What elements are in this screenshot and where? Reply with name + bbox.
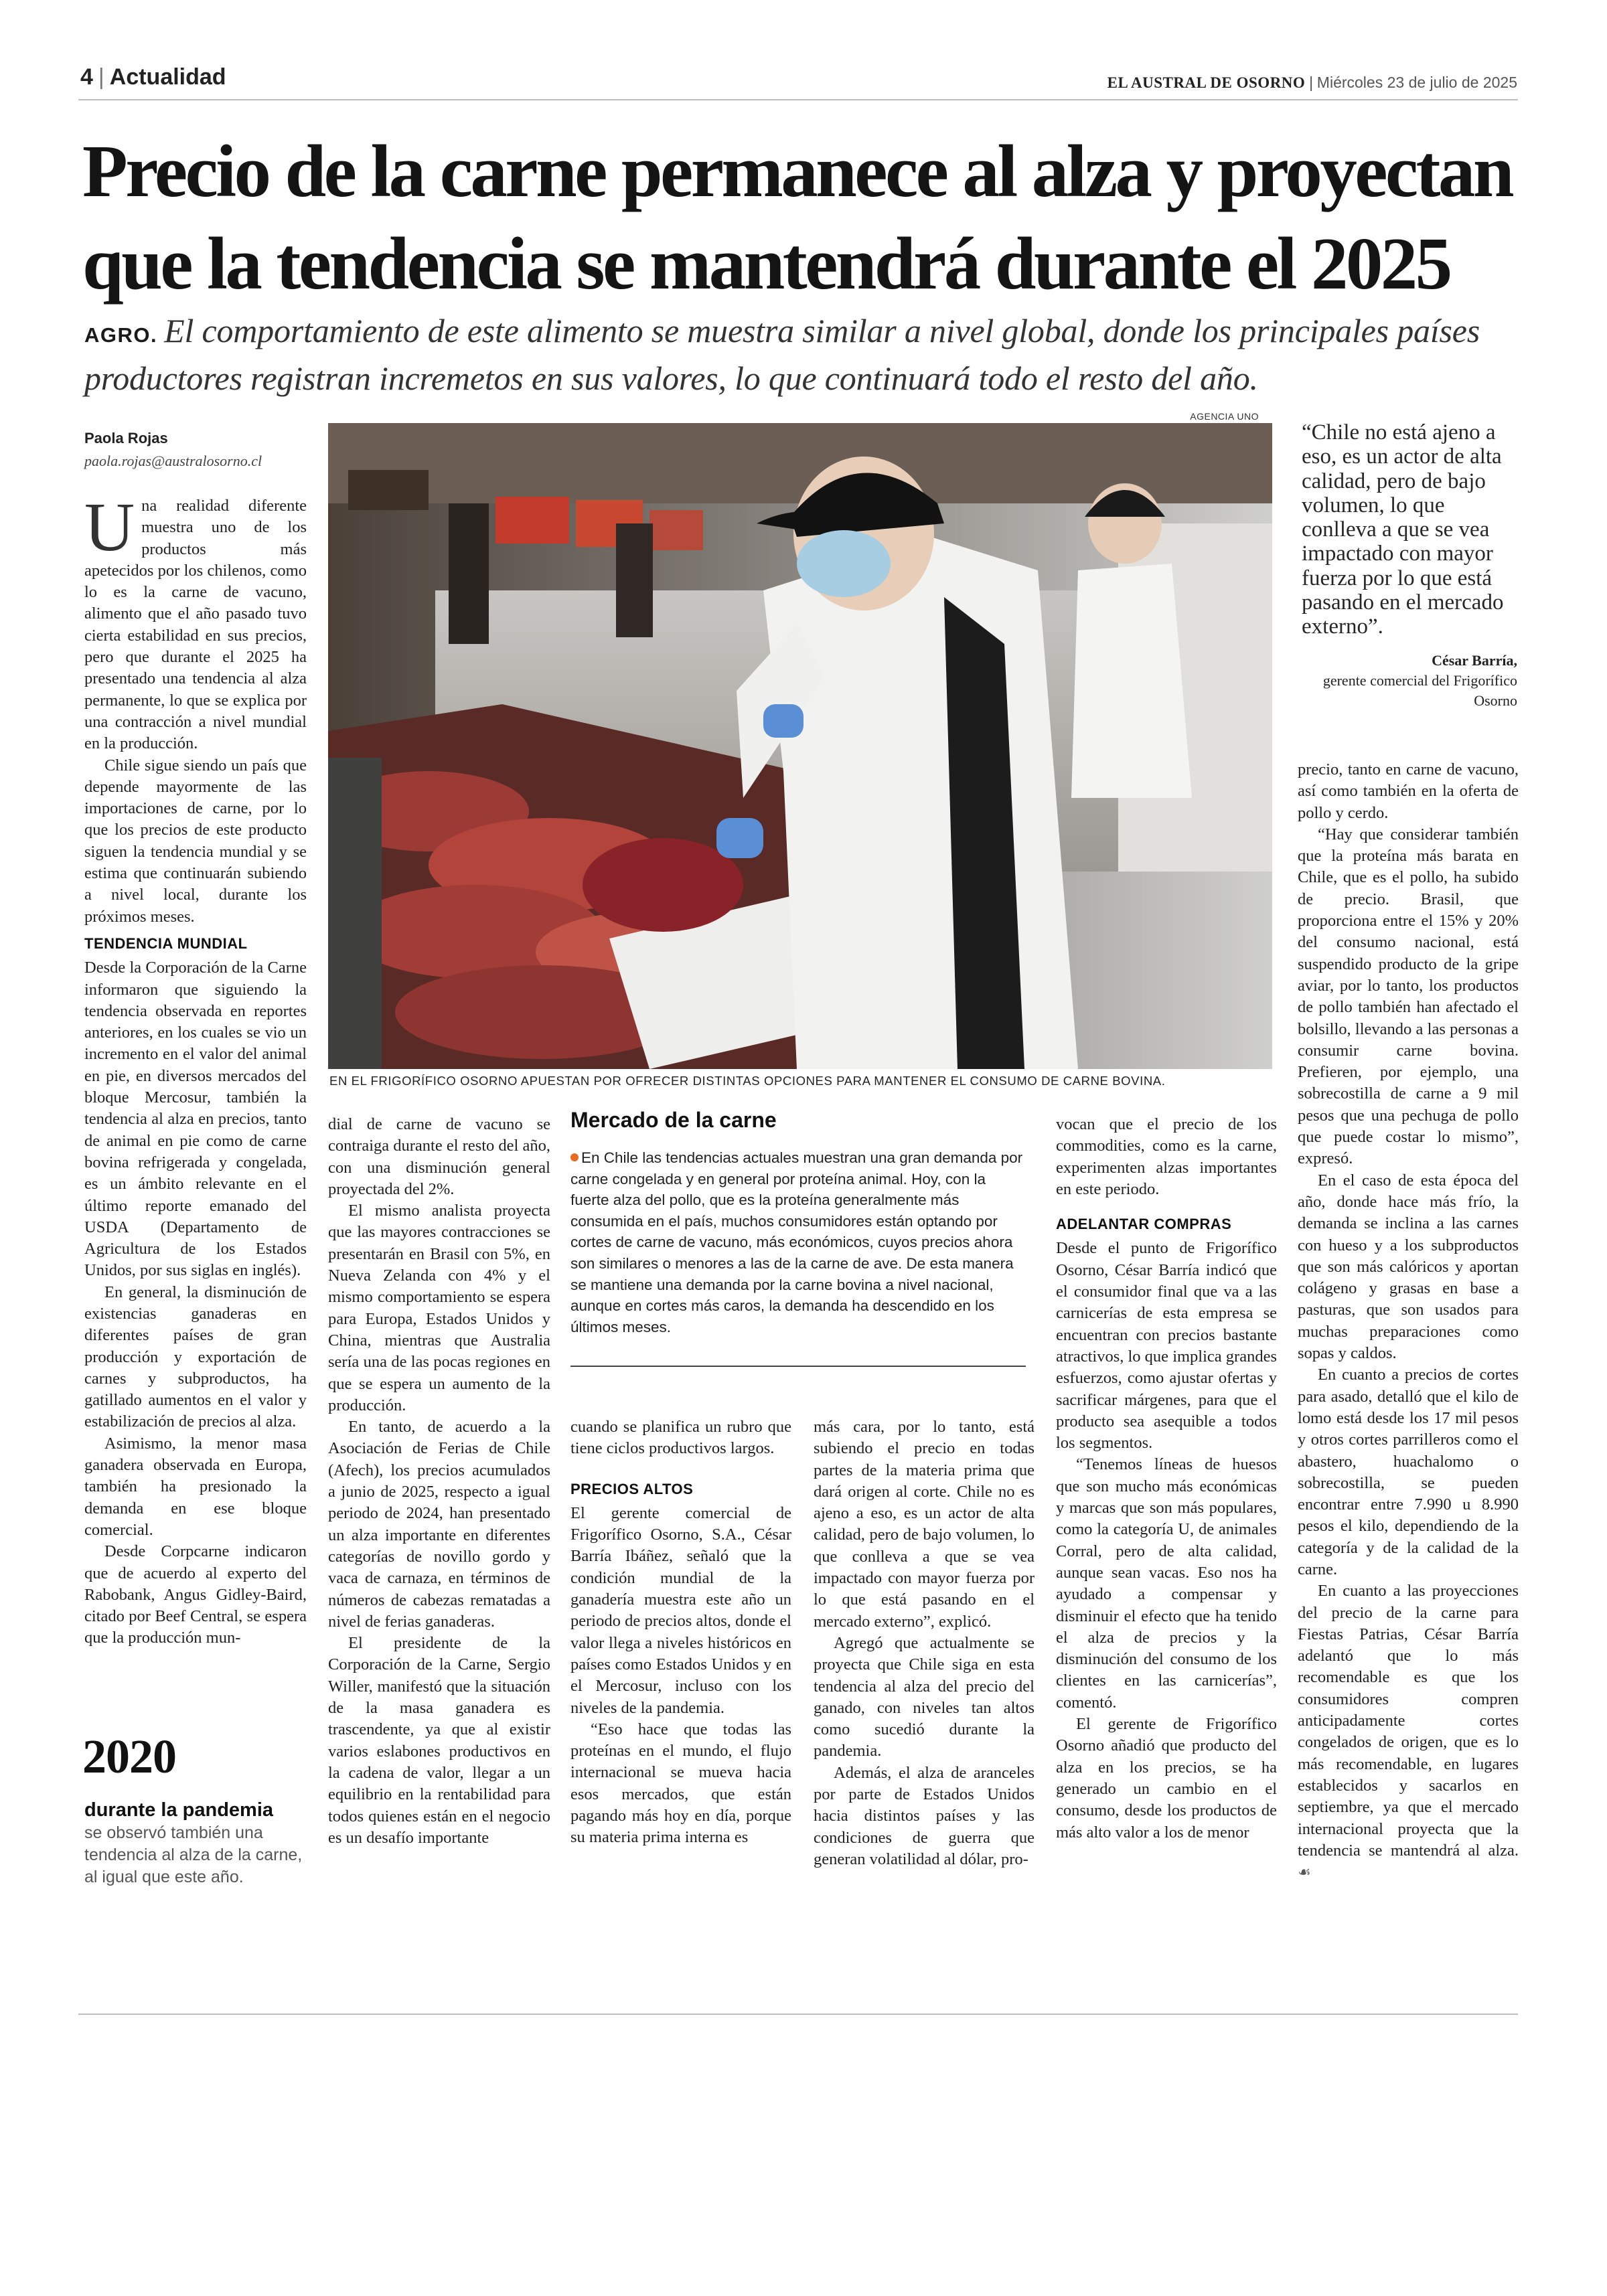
paragraph: En general, la disminución de existencias ganaderas en diferentes países de gran producción y exportación de carnes y subproductos, ha gatillado aumentos en el valor y estabilización de precios al alza. xyxy=(84,1283,307,1431)
paragraph: dial de carne de vacuno se contraiga durante el resto del año, con una disminución general proyectada del 2%. xyxy=(328,1115,550,1198)
paragraph: Chile sigue siendo un país que depende mayormente de las importaciones de carne, por lo que los precios de este producto siguen la tendencia mundial y se estima que continuarán subiendo a nivel local, durante los próximos meses. xyxy=(84,756,307,926)
subheading: TENDENCIA MUNDIAL xyxy=(84,934,248,952)
paragraph: El presidente de la Corporación de la Carne, Sergio Willer, manifestó que la situación de la masa ganadera es trascendente, ya que al existir varios eslabones productivos en la cadena de valor, llegar a un equilibrio en la rentabilidad para todos quienes están en el negocio es un desafío importante xyxy=(328,1634,550,1847)
sidebar-box xyxy=(570,1108,1026,1337)
paragraph: Asimismo, la menor masa ganadera observada en Europa, también ha presionado la demanda en ese bloque comercial. xyxy=(84,1434,307,1539)
paragraph: “Tenemos líneas de huesos que son mucho más económicas y marcas que son más populares, como la categoría U, de animales Corral, pero de alta calidad, aunque sean vacas. Eso nos ha ayudado a compensar y disminuir el efecto que ha tenido el alza de precios y la disminución del consumo de los clientes en las carnicerías”, comentó. xyxy=(1056,1455,1277,1712)
paragraph: En cuanto a las proyecciones del precio de la carne para Fiestas Patrias, César Barría adelantó que lo más recomendable es que los consumidores compren anticipadamente cortes congelados de origen, que es lo más recomendable, en lugares establecidos y sacarlos en septiembre, ya que el mercado internacional proyecta que la tendencia se mantendrá al alza. ☙ xyxy=(1298,1582,1519,1882)
publication-line: EL AUSTRAL DE OSORNO | Miércoles 23 de julio de 2025 xyxy=(1107,74,1517,91)
column-2 xyxy=(328,1114,550,1849)
author-name: Paola Rojas xyxy=(84,430,168,446)
photo-caption: EN EL FRIGORÍFICO OSORNO APUESTAN POR OFRECER DISTINTAS OPCIONES PARA MANTENER EL CONSUMO DE CARNE BOVINA. xyxy=(329,1074,1166,1088)
paragraph: Desde Corpcarne indicaron que de acuerdo al experto del Rabobank, Angus Gidley-Baird, citado por Beef Central, se espera que la producción mun- xyxy=(84,1542,307,1647)
paragraph: “Eso hace que todas las proteínas en el mundo, el flujo internacional se mueva hacia esos mercados, que están pagando más hoy en día, porque su materia prima interna es xyxy=(570,1720,791,1847)
publication-date: Miércoles 23 de julio de 2025 xyxy=(1316,74,1517,91)
butcher-photo-illustration xyxy=(328,423,1272,1069)
column-4 xyxy=(814,1416,1035,1870)
fact-label: durante la pandemia xyxy=(84,1799,274,1821)
section-header: 4 | Actualidad xyxy=(80,64,226,90)
paragraph: Además, el alza de aranceles por parte de Estados Unidos hacia distintos países y las condiciones de guerra que generan volatilidad al dólar, pro- xyxy=(814,1763,1035,1868)
column-6 xyxy=(1298,759,1519,1884)
paragraph: más cara, por lo tanto, está subiendo el precio en todas partes de la materia prima que dará origen al corte. Chile no es ajeno a eso, es un actor de alta calidad, pero de bajo volumen, lo que conlleva a que se vea impactado con mayor fuerza por lo que está pasando en el mercado externo”, explicó. xyxy=(814,1418,1035,1631)
paragraph: El gerente de Frigorífico Osorno añadió que producto del alza en los precios, se ha generado un cambio en el consumo, desde los productos de más alto valor a los de menor xyxy=(1056,1715,1277,1841)
subheading: PRECIOS ALTOS xyxy=(570,1480,694,1497)
paragraph: En cuanto a precios de cortes para asado, detalló que el kilo de lomo está desde los 17 mil pesos y otros cortes parrilleros como el abastero, huachalomo o sobrecostilla, se pueden encontrar entre 7.990 u 8.990 pesos el kilo, dependiendo de la categoría y de la calidad de la carne. xyxy=(1298,1366,1519,1578)
deck xyxy=(84,309,1524,400)
quote-author-role: gerente comercial del Frigorífico Osorno xyxy=(1322,672,1517,709)
paragraph: Agregó que actualmente se proyecta que Chile siga en esta tendencia al alza del precio del ganado, con niveles tan altos como sucedió durante la pandemia. xyxy=(814,1633,1035,1760)
photo-credit: AGENCIA UNO xyxy=(1190,411,1259,422)
end-of-article-icon: ☙ xyxy=(1298,1864,1311,1882)
header-rule xyxy=(78,99,1518,100)
pull-quote-attribution xyxy=(1302,651,1517,711)
headline-line-2: que la tendencia se mantendrá durante el 2025 xyxy=(82,223,1450,305)
box-text: En Chile las tendencias actuales muestran una gran demanda por carne congelada y en general por proteína animal. Hoy, con la fuerte alza del pollo, que es la proteína generalmente más consumida en el país, muchos consumidores están optando por cortes de carne de vacuno, más económicos, cuyos precios ahora son similares o menores a las de la carne de ave. De esta manera se mantiene una demanda por la carne bovina a nivel nacional, aunque en cortes más caros, la demanda ha descendido en los últimos meses. xyxy=(570,1149,1023,1335)
paragraph: precio, tanto en carne de vacuno, así como también en la oferta de pollo y cerdo. xyxy=(1298,760,1519,822)
publication-name: EL AUSTRAL DE OSORNO xyxy=(1107,74,1306,91)
headline xyxy=(82,126,1529,311)
quote-author: César Barría, xyxy=(1432,652,1517,669)
paragraph: Una realidad diferente muestra uno de los productos más apetecidos por los chilenos, como lo es la carne de vacuno, alimento que el año pasado tuvo cierta estabilidad en sus precios, pero que durante el 2025 ha presentado una tendencia al alza permanente, lo que se explica por una contracción a nivel mundial en la producción. xyxy=(84,489,307,753)
paragraph: En el caso de esta época del año, donde hace más frío, la demanda se inclina a las carnes con hueso y a los subproductos que son más calóricos y aportan colágeno y grasas en base a pasturas, que son usados para muchas preparaciones como sopas y caldos. xyxy=(1298,1171,1519,1363)
author-email: paola.rojas@australosorno.cl xyxy=(84,453,262,469)
fact-number: 2020 xyxy=(82,1730,176,1783)
box-rule xyxy=(570,1366,1026,1367)
paragraph: El gerente comercial de Frigorífico Osorno, S.A., César Barría Ibáñez, señaló que la condición mundial de la ganadería muestra este año un periodo de precios altos, donde el valor llega a niveles históricos en países como Estados Unidos y en el Mercosur, incluso con los niveles de la pandemia. xyxy=(570,1503,791,1717)
page-number: 4 xyxy=(80,64,93,90)
subheading: ADELANTAR COMPRAS xyxy=(1056,1216,1232,1233)
column-1 xyxy=(84,489,307,1649)
column-5 xyxy=(1056,1114,1277,1843)
paragraph: cuando se planifica un rubro que tiene ciclos productivos largos. xyxy=(570,1418,791,1458)
column-3 xyxy=(570,1416,791,1849)
paragraph: El mismo analista proyecta que las mayores contracciones se presentarán en Brasil con 5%, en Nueva Zelanda con 4% y el mismo comportamiento se espera para Europa, Estados Unidos y China, mientras que Australia sería una de las pocas regiones en que se espera un aumento de la producción. xyxy=(328,1202,550,1414)
pull-quote: “Chile no está ajeno a eso, es un actor de alta calidad, pero de bajo volumen, lo que conlleva a que se vea impactado con mayor fuerza por lo que está pasando en el mercado externo”. xyxy=(1302,420,1504,639)
section-name: Actualidad xyxy=(109,64,226,90)
box-title: Mercado de la carne xyxy=(570,1108,777,1132)
footer-rule xyxy=(78,2014,1518,2015)
article-photo xyxy=(328,423,1272,1069)
paragraph: En tanto, de acuerdo a la Asociación de Ferias de Chile (Afech), los precios acumulados a junio de 2025, respecto a igual periodo de 2024, han presentado un alza importante en diferentes categorías de novillo gordo y vaca de carnaza, en términos de números de cabezas rematadas a nivel de ferias ganaderas. xyxy=(328,1418,550,1631)
kicker: AGRO. xyxy=(84,323,158,347)
paragraph: Desde la Corporación de la Carne informaron que siguiendo la tendencia observada en reportes anteriores, en los cuales se vio un incremento en el valor del animal en pie, en diversos mercados del bloque Mercosur, también la tendencia al alza en precios, tanto de animal en pie como de carne bovina refrigerada y congelada, es un ámbito relevante en el último reporte emanado del USDA (Departamento de Agricultura de los Estados Unidos, por sus siglas en inglés). xyxy=(84,959,307,1280)
paragraph: Desde el punto de Frigorífico Osorno, César Barría indicó que el consumidor final que va a las carnicerías de esta empresa se encuentran con precios bastante atractivos, lo que implica grandes esfuerzos, como ajustar ofertas y sacrificar márgenes, para que el producto sea asequible a todos los segmentos. xyxy=(1056,1239,1277,1453)
deck-text: El comportamiento de este alimento se muestra similar a nivel global, donde los principales países productores registran incremetos en sus valores, lo que continuará todo el resto del año. xyxy=(84,312,1480,397)
headline-line-1: Precio de la carne permanece al alza y proyectan xyxy=(82,131,1512,213)
drop-cap: U xyxy=(84,489,135,566)
paragraph: vocan que el precio de los commodities, como es la carne, experimenten alzas importantes en este periodo. xyxy=(1056,1115,1277,1198)
paragraph: “Hay que considerar también que la proteína más barata en Chile, que es el pollo, ha subido de precio. Brasil, que proporciona entre el 15% y 20% del consumo nacional, está suspendido producto de la gripe aviar, por lo tanto, los productos de pollo también han afectado el bolsillo, llevando a las personas a consumir carne bovina. Prefieren, por ejemplo, una sobrecostilla de carne a 9 mil pesos que una pechuga de pollo que puede costar lo mismo”, expresó. xyxy=(1298,825,1519,1168)
bullet-dot-icon xyxy=(570,1153,579,1161)
fact-description: se observó también una tendencia al alza de la carne, al igual que este año. xyxy=(84,1823,303,1886)
